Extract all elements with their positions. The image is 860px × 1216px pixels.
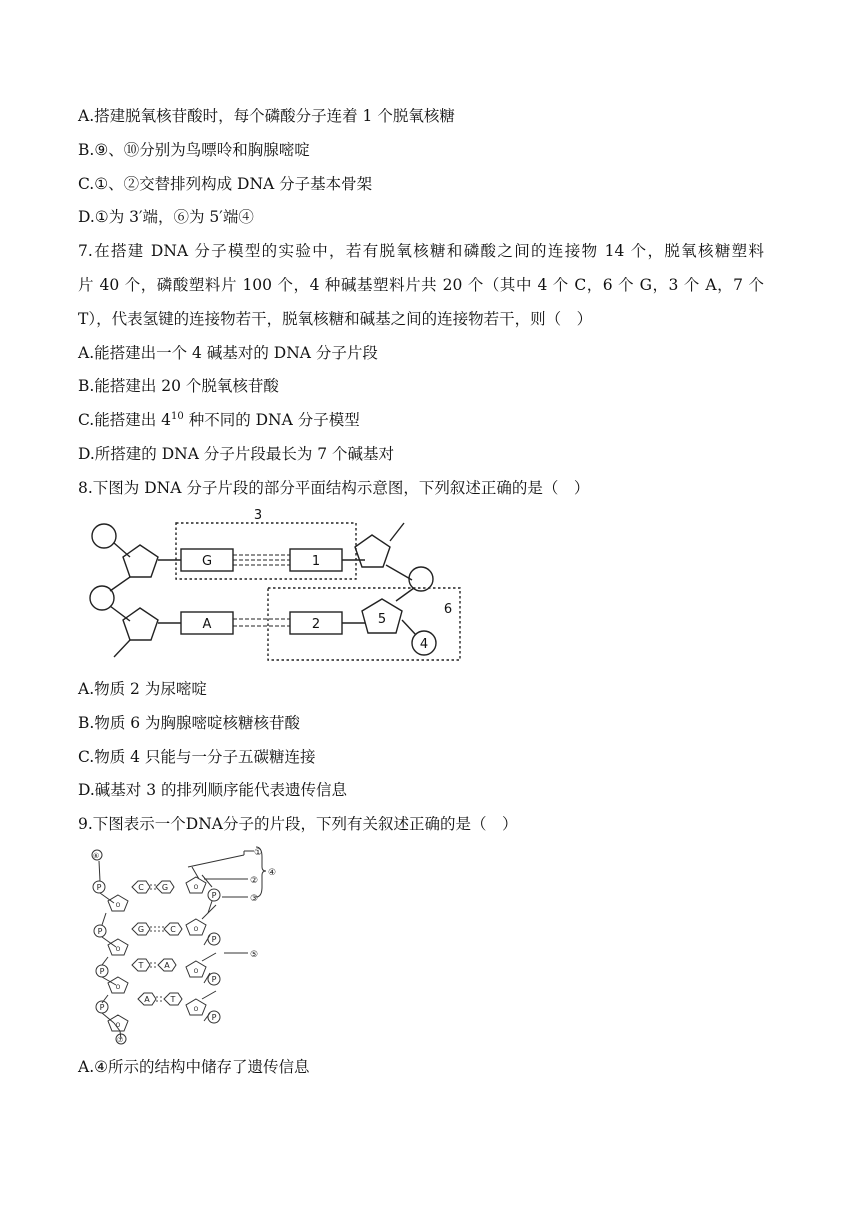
- q8-option-d: D.碱基对 3 的排列顺序能代表遗传信息: [78, 781, 348, 799]
- q8-box-6: [268, 588, 460, 660]
- q9-phosphate-label: P: [211, 891, 217, 900]
- q9-label-1: ①: [254, 848, 263, 858]
- q9-label-6: ⑥: [93, 852, 100, 860]
- q7-stem-line3: T），代表氢键的连接物若干，脱氧核糖和碱基之间的连接物若干，则（ ）: [78, 310, 593, 328]
- q7-stem-line1: 7.在搭建 DNA 分子模型的实验中，若有脱氧核糖和磷酸之间的连接物 14 个，脱氧核糖塑料: [78, 242, 764, 260]
- q7-option-c-post: 种不同的 DNA 分子模型: [183, 411, 360, 429]
- q9-base-row4-right: T: [170, 995, 176, 1004]
- q9-label-2: ②: [250, 876, 259, 886]
- q9-phosphate-label: P: [211, 1013, 217, 1022]
- q9-base-row3-left: T: [138, 961, 144, 970]
- q9-label-5: ⑤: [250, 950, 259, 960]
- q8-stem: 8.下图为 DNA 分子片段的部分平面结构示意图，下列叙述正确的是（ ）: [78, 479, 590, 497]
- q9-base-row2-left: G: [137, 925, 145, 934]
- q7-option-d: D.所搭建的 DNA 分子片段最长为 7 个碱基对: [78, 445, 395, 463]
- q9-base-row1-left: C: [138, 883, 144, 892]
- q8-dna-diagram: [80, 505, 470, 670]
- q7-option-c: [78, 410, 360, 430]
- q8-option-a: A.物质 2 为尿嘧啶: [78, 680, 207, 698]
- q9-phosphate-label: P: [99, 1003, 105, 1012]
- q9-oxygen-label: O: [193, 1006, 199, 1013]
- q9-oxygen-label: O: [115, 984, 121, 991]
- q9-option-a: A.④所示的结构中储存了遗传信息: [78, 1058, 310, 1076]
- q9-base-row1-right: G: [161, 883, 169, 892]
- q9-phosphate-label: P: [99, 967, 105, 976]
- q7-option-c-pre: C.能搭建出 4: [78, 411, 172, 429]
- q8-label-1: 1: [311, 554, 321, 569]
- q9-phosphate-label: P: [96, 883, 102, 892]
- q6-option-d: D.①为 3′端，⑥为 5′端④: [78, 208, 254, 226]
- q8-label-a: A: [202, 617, 212, 632]
- q7-option-b: B.能搭建出 20 个脱氧核苷酸: [78, 377, 279, 395]
- q7-option-a: A.能搭建出一个 4 碱基对的 DNA 分子片段: [78, 344, 378, 362]
- q8-label-5: 5: [377, 612, 387, 627]
- q6-option-a: A.搭建脱氧核苷酸时，每个磷酸分子连着 1 个脱氧核糖: [78, 107, 455, 125]
- q9-stem: 9.下图表示一个DNA分子的片段，下列有关叙述正确的是（ ）: [78, 815, 518, 833]
- q9-oxygen-label: O: [193, 926, 199, 933]
- q9-base-row2-right: C: [170, 925, 176, 934]
- q8-label-3: 3: [253, 508, 263, 523]
- q8-sugar-top-right: [355, 535, 390, 567]
- q8-sugar-top-left: [123, 545, 158, 577]
- q7-option-c-exponent: 10: [171, 410, 184, 422]
- q7-stem-line2: 片 40 个，磷酸塑料片 100 个，4 种碱基塑料片共 20 个（其中 4 个 C，6 个 G，3 个 A，7 个: [78, 276, 764, 294]
- q8-label-g: G: [201, 554, 213, 569]
- q8-phosphate-mid-right: [409, 567, 433, 591]
- q9-base-row4-left: A: [144, 995, 150, 1004]
- q9-base-row3-right: A: [164, 961, 170, 970]
- q9-oxygen-label: O: [115, 1022, 121, 1029]
- q8-option-b: B.物质 6 为胸腺嘧啶核糖核苷酸: [78, 714, 301, 732]
- q9-label-3: ③: [250, 894, 259, 904]
- q8-label-4: 4: [419, 637, 429, 652]
- q9-phosphate-label: P: [211, 975, 217, 984]
- q8-label-6: 6: [443, 602, 453, 617]
- q9-phosphate-label: P: [211, 935, 217, 944]
- q9-phosphate-label: P: [97, 927, 103, 936]
- q9-dna-diagram: [84, 843, 284, 1045]
- q8-phosphate-top-left: [92, 524, 116, 548]
- q8-option-c: C.物质 4 只能与一分子五碳糖连接: [78, 748, 316, 766]
- q8-sugar-bottom-left: [123, 608, 158, 640]
- q9-oxygen-label: O: [193, 968, 199, 975]
- q8-label-2: 2: [311, 617, 321, 632]
- q9-oxygen-label: O: [193, 884, 199, 891]
- q6-option-c: C.①、②交替排列构成 DNA 分子基本骨架: [78, 175, 373, 193]
- q9-oxygen-label: O: [115, 946, 121, 953]
- q9-label-4: ④: [268, 868, 277, 878]
- q6-option-b: B.⑨、⑩分别为鸟嘌呤和胸腺嘧啶: [78, 141, 310, 159]
- q9-oxygen-label: O: [115, 902, 121, 909]
- q9-label-7: ⑦: [117, 1036, 124, 1044]
